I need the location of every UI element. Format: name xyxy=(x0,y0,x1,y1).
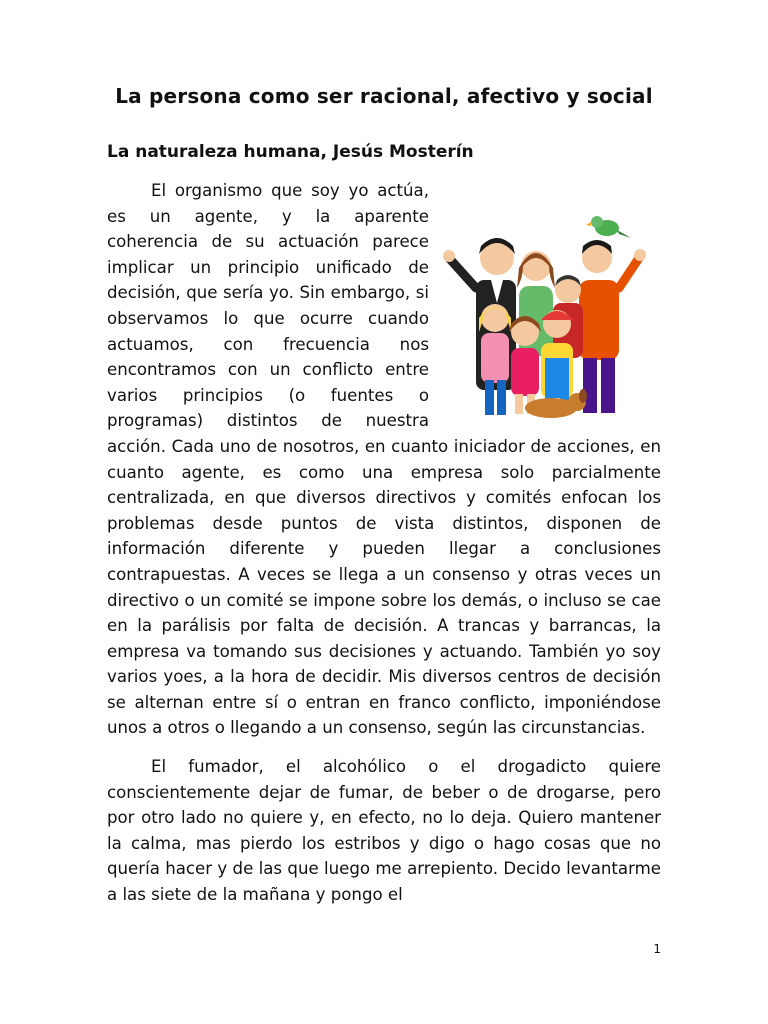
boy-right-figure-icon xyxy=(579,240,646,413)
document-title: La persona como ser racional, afectivo y social xyxy=(115,84,653,108)
body-paragraph: El fumador, el alcohólico o el drogadicto quiere conscientemente dejar de fumar, de beber o de drogarse, pero por otro lado no quiere y, en efecto, no lo deja. Quiero mantener la calma, mas pierdo los estribos y digo o hago cosas que no quería hacer y de las que luego me arrepiento. Decido levantarme a las siete de la mañana y pongo el xyxy=(107,757,661,905)
body-paragraph: El organismo que soy yo actúa, es un agente, y la aparente coherencia de su actuación parece implicar un principio unificado de decisión, que sería yo. Sin embargo, si observamos lo que ocurre cuando actuamos, con frecuencia nos encontramos con un conflicto entre varios principios (o fuentes o programas) distintos de nuestra acción. Cada uno de nosotros, en cuanto iniciador de acciones, en cuanto agente, es como una empresa solo parcialmente centralizada, en que diversos directivos y comités enfocan los problemas desde puntos de vista distintos, disponen de información diferente y pueden llegar a conclusiones contrapuestas. A veces se llega a un consenso y otras veces un directivo o un comité se impone sobre los demás, o incluso se cae en la parálisis por falta de decisión. A trancas y barrancas, la empresa va tomando sus decisiones y actuando. También yo soy varios yoes, a la hora de decidir. Mis diversos centros de decisión se alternan entre sí o entran en franco conflicto, imponiéndose unos a otros o llegando a un consenso, según las circunstancias. xyxy=(107,181,661,738)
girl-left-figure-icon xyxy=(479,304,511,415)
page-number: 1 xyxy=(653,942,661,956)
parrot-icon xyxy=(586,216,631,238)
document-subtitle: La naturaleza humana, Jesús Mosterín xyxy=(107,142,474,162)
family-group-illustration-icon xyxy=(441,208,661,420)
little-girl-figure-icon xyxy=(509,316,541,414)
document-body xyxy=(107,178,661,908)
